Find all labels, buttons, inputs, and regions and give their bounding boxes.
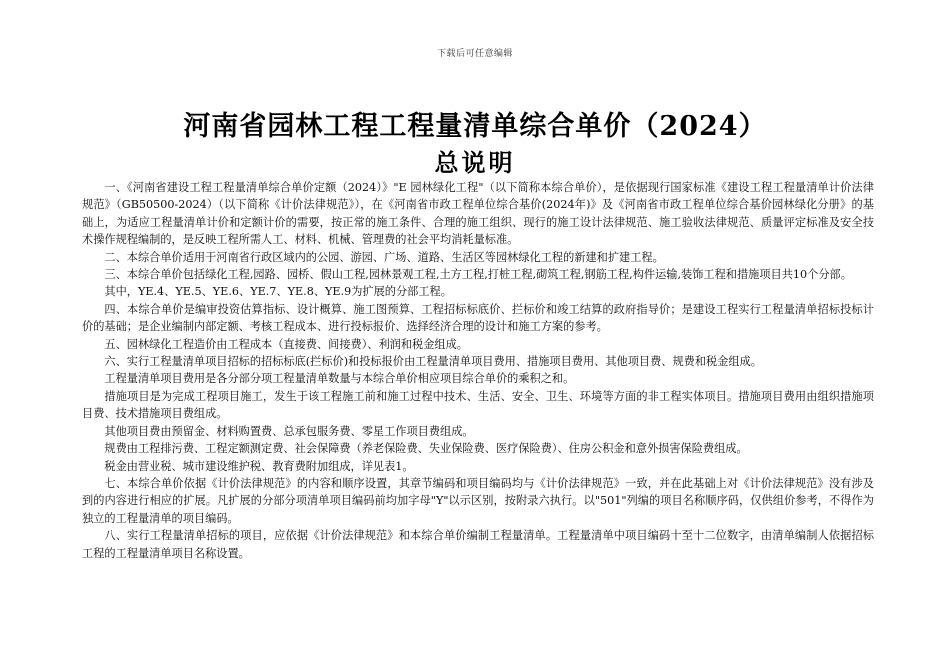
paragraph-2: 二、本综合单价适用于河南省行政区域内的公园、游园、广场、道路、生活区等园林绿化工程的新建和扩建工程。 (104, 250, 664, 264)
document-title: 河南省园林工程工程量清单综合单价（2024） (183, 111, 767, 142)
paragraph-5: 四、本综合单价是编审投资估算指标、设计概算、施工图预算、工程招标标底价、拦标价和竣工结算的政府指导价；是建设工程实行工程量清单招标投标计价的基础；是企业编制内部定额、考核工程成本、进行投标报价、选择经济合理的设计和施工方案的参考。 (82, 302, 874, 334)
paragraph-12: 税金由营业税、城市建设维护税、教育费附加组成，详见表1。 (104, 459, 414, 473)
paragraph-10: 其他项目费由预留金、材料购置费、总承包服务费、零星工作项目费组成。 (104, 424, 474, 438)
paragraph-14: 八、实行工程量清单招标的项目，应依据《计价法律规范》和本综合单价编制工程量清单。工程量清单中项目编码十至十二位数字，由清单编制人依据招标工程的工程量清单项目名称设置。 (82, 529, 874, 560)
paragraph-6: 五、园林绿化工程造价由工程成本（直接费、间接费）、利润和税金组成。 (104, 337, 468, 351)
paragraph-4: 其中，YE.4、YE.5、YE.6、YE.7、YE.8、YE.9为扩展的分部工程。 (104, 285, 452, 299)
header-note: 下载后可任意编辑 (436, 49, 513, 59)
document-subtitle: 总说明 (434, 148, 516, 177)
paragraph-9: 措施项目是为完成工程项目施工，发生于该工程施工前和施工过程中技术、生活、安全、卫生、环境等方面的非工程实体项目。措施项目费用由组织措施项目费、技术措施项目费组成。 (82, 389, 874, 421)
paragraph-11: 规费由工程排污费、工程定额测定费、社会保障费（养老保险费、失业保险费、医疗保险费）、住房公积金和意外损害保险费组成。 (104, 442, 748, 456)
paragraph-8: 工程量清单项目费用是各分部分项工程量清单数量与本综合单价相应项目综合单价的乘积之和。 (104, 372, 575, 386)
paragraph-3: 三、本综合单价包括绿化工程,园路、园桥、假山工程,园林景观工程,土方工程,打桩工程,砌筑工程,钢筋工程,构件运输,装饰工程和措施项目共10个分部。 (104, 268, 852, 282)
paragraph-7: 六、实行工程量清单项目招标的招标标底(拦标价)和投标报价由工程量清单项目费用、措施项目费用、其他项目费、规费和税金组成。 (104, 355, 762, 369)
paragraph-13: 七、本综合单价依据《计价法律规范》的内容和顺序设置，其章节编码和项目编码均与《计价法律规范》一致，并在此基础上对《计价法律规范》没有涉及到的内容进行相应的扩展。凡扩展的分部分项清单项目编码前均加字母"Y"以示区别，按附录六执行。以"501"列编的项目名称顺序码，仅供组价参考，不得作为独立的工程量清单的项目编码。 (82, 476, 874, 525)
document-body (82, 179, 874, 562)
paragraph-1: 一、《河南省建设工程工程量清单综合单价定额（2024）》"E 园林绿化工程"（以下简称本综合单价），是依据现行国家标准《建设工程工程量清单计价法律规范》（GB50500-2024）（以下简称《计价法律规范》），在《河南省市政工程单位综合基价(2024年)》及《河南省市政工程单位综合基价园林绿化分册》的基础上，为适应工程量清单计价和定额计价的需要，按正常的施工条件、合理的施工组织、现行的施工设计法律规范、施工验收法律规范、质量评定标准及安全技术操作规程编制的，是反映工程所需人工、材料、机械、管理费的社会平均消耗量标准。 (82, 181, 874, 247)
